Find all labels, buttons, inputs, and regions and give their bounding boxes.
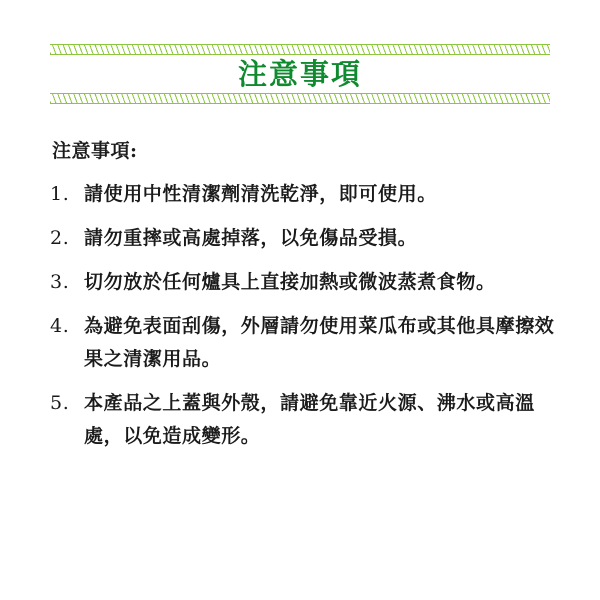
page-header xyxy=(50,44,550,104)
notice-list xyxy=(50,178,562,453)
list-item-number: 1. xyxy=(50,183,70,205)
list-item-text: 請使用中性清潔劑清洗乾淨，即可使用。 xyxy=(84,183,437,205)
list-item-number: 2. xyxy=(50,227,70,249)
page-title: 注意事項 xyxy=(237,57,362,91)
list-item xyxy=(50,222,562,255)
list-item-text: 請勿重摔或高處掉落，以免傷品受損。 xyxy=(84,227,418,249)
list-item-number: 5. xyxy=(50,392,70,414)
list-item-number: 3. xyxy=(50,271,70,293)
list-item-text: 為避免表面刮傷，外層請勿使用菜瓜布或其他具摩擦效果之清潔用品。 xyxy=(84,315,555,370)
list-item-text: 本產品之上蓋與外殼，請避免靠近火源、沸水或高溫處，以免造成變形。 xyxy=(84,392,535,447)
notice-intro: 注意事項: xyxy=(52,140,138,162)
list-item-text: 切勿放於任何爐具上直接加熱或微波蒸煮食物。 xyxy=(84,271,496,293)
list-item xyxy=(50,266,562,299)
list-item xyxy=(50,387,562,453)
notice-content xyxy=(50,136,562,464)
list-item-number: 4. xyxy=(50,315,70,337)
header-rule-bottom xyxy=(50,93,550,104)
list-item xyxy=(50,178,562,211)
header-rule-top xyxy=(50,44,550,55)
list-item xyxy=(50,310,562,376)
